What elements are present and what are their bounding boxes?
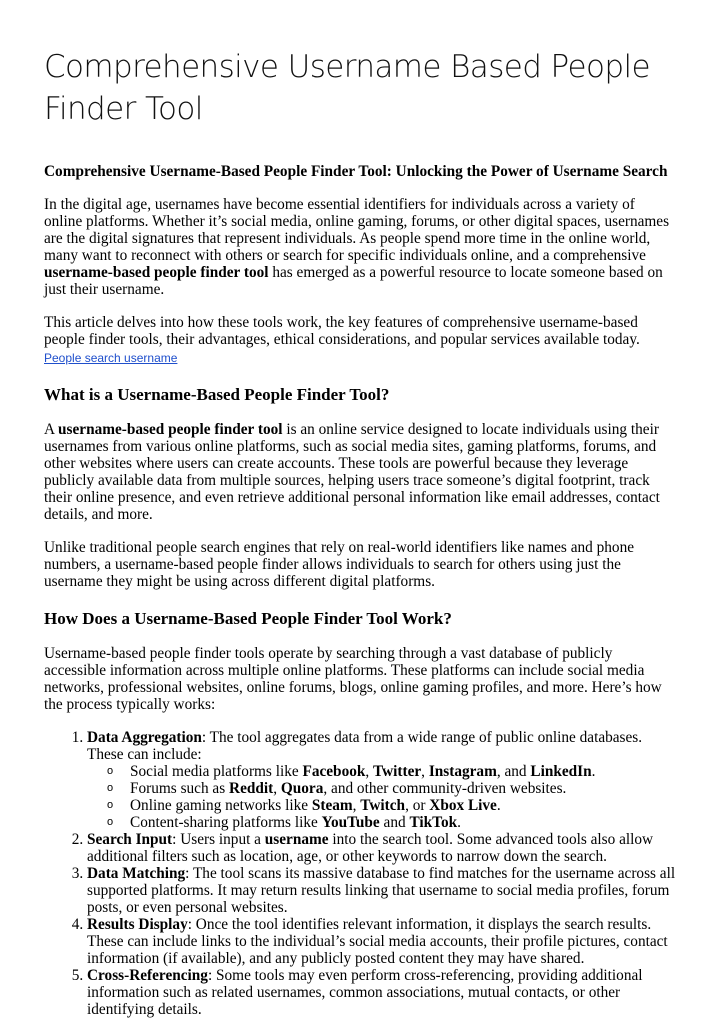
- document-page: [44, 0, 676, 1018]
- intro-text-b: has emerged as a powerful resource to locate someone based on just their username.: [44, 264, 663, 298]
- step-term: Results Display: [87, 916, 188, 933]
- section1-text-b: is an online service designed to locate individuals using their usernames from various online platforms, such as social media sites, gaming platforms, forums, and other websites where users can create accounts. These tools are powerful because they leverage publicly available data from multiple sources, helping users trace someone’s digital footprint, track their online presence, and even retrieve additional personal information like email addresses, contact details, and more.: [44, 421, 660, 523]
- step-term: Data Matching: [87, 865, 186, 882]
- sub-text: , and: [496, 763, 531, 780]
- steps-list: [44, 729, 676, 1018]
- circle-bullet-icon: o: [107, 782, 114, 794]
- platform-name: Reddit: [229, 780, 274, 797]
- step-text: into the search tool. Some advanced tools also allow additional filters such as location, age, or other keywords to narrow down the search.: [87, 831, 654, 865]
- intro-paragraph-1: [44, 196, 676, 298]
- intro-paragraph-2: [44, 314, 676, 367]
- step-term: Search Input: [87, 831, 173, 848]
- step-text: : Some tools may even perform cross-referencing, providing additional information such as related usernames, common associations, mutual contacts, or other identifying details.: [87, 967, 643, 1018]
- step-term: Data Aggregation: [87, 729, 202, 746]
- section1-text-a: A: [44, 421, 59, 438]
- platform-name: TikTok: [409, 814, 458, 831]
- intro-bold-term: username-based people finder tool: [44, 264, 269, 281]
- sub-text: , or: [405, 797, 430, 814]
- sub-text: ,: [273, 780, 281, 797]
- platform-name: Twitter: [373, 763, 422, 780]
- platform-name: Quora: [280, 780, 324, 797]
- step-term: Cross-Referencing: [87, 967, 208, 984]
- platform-name: Twitch: [360, 797, 406, 814]
- platform-name: LinkedIn: [530, 763, 592, 780]
- list-item: [87, 967, 676, 1018]
- sub-text: Online gaming networks like: [130, 797, 312, 814]
- sub-text: , and other community-driven websites.: [323, 780, 567, 797]
- list-item: [87, 916, 676, 967]
- section-heading-how-works: How Does a Username-Based People Finder Tool Work?: [44, 609, 452, 628]
- step-bold-word: username: [264, 831, 329, 848]
- people-search-username-link[interactable]: People search username: [44, 351, 178, 365]
- sub-text: .: [496, 797, 501, 814]
- step-text: : The tool aggregates data from a wide range of public online databases. These can include:: [87, 729, 643, 763]
- sub-list-item: [107, 797, 676, 814]
- sub-text: Content-sharing platforms like: [130, 814, 322, 831]
- sub-text: ,: [421, 763, 429, 780]
- sub-text: and: [379, 814, 410, 831]
- list-item: [87, 729, 676, 831]
- section1-bold-term: username-based people finder tool: [58, 421, 283, 438]
- sub-list-item: [107, 780, 676, 797]
- section-heading-what-is: What is a Username-Based People Finder Tool?: [44, 385, 390, 404]
- document-title: Comprehensive Username Based People Finder Tool: [44, 49, 650, 127]
- section1-paragraph-1: [44, 421, 676, 523]
- sub-text: .: [591, 763, 596, 780]
- intro-p2-text: This article delves into how these tools work, the key features of comprehensive username-based people finder tools, their advantages, ethical considerations, and popular services available today.: [44, 314, 640, 348]
- sub-text: Forums such as: [130, 780, 230, 797]
- platform-name: Steam: [311, 797, 353, 814]
- sub-text: ,: [365, 763, 374, 780]
- document-subtitle: Comprehensive Username-Based People Finder Tool: Unlocking the Power of Username Search: [44, 163, 668, 180]
- platform-name: Xbox Live: [429, 797, 497, 814]
- step-text: : Users input a: [172, 831, 265, 848]
- list-item: [87, 865, 676, 916]
- step-text: : Once the tool identifies relevant information, it displays the search results. These can include links to the individual’s social media accounts, their profile pictures, contact information (if available), and any publicly posted content they may have shared.: [87, 916, 668, 967]
- intro-text-a: In the digital age, usernames have become essential identifiers for individuals across a variety of online platforms. Whether it’s social media, online gaming, forums, or other digital spaces, usernames are the digital signatures that represent individuals. As people spend more time in the online world, many want to reconnect with others or search for specific individuals online, and a comprehensive: [44, 196, 670, 264]
- sub-list-item: [107, 814, 676, 831]
- sub-text: ,: [352, 797, 361, 814]
- platform-name: Instagram: [428, 763, 497, 780]
- circle-bullet-icon: o: [107, 816, 114, 828]
- platform-name: Facebook: [302, 763, 366, 780]
- section2-intro: Username-based people finder tools operate by searching through a vast database of publicly accessible information across multiple online platforms. These platforms can include social media networks, professional websites, online forums, blogs, online gaming profiles, and more. Here’s how the process typically works:: [44, 645, 662, 713]
- circle-bullet-icon: o: [107, 765, 114, 777]
- sub-text: .: [457, 814, 461, 831]
- step-text: : The tool scans its massive database to find matches for the username across all supported platforms. It may return results linking that username to social media profiles, forum posts, or even personal websites.: [87, 865, 676, 916]
- sub-list: [87, 763, 676, 831]
- list-item: [87, 831, 676, 865]
- sub-text: Social media platforms like: [130, 763, 303, 780]
- platform-name: YouTube: [321, 814, 380, 831]
- circle-bullet-icon: o: [107, 799, 114, 811]
- section1-paragraph-2: Unlike traditional people search engines that rely on real-world identifiers like names and phone numbers, a username-based people finder allows individuals to search for others using just the username they might be using across different digital platforms.: [44, 539, 635, 590]
- sub-list-item: [107, 763, 676, 780]
